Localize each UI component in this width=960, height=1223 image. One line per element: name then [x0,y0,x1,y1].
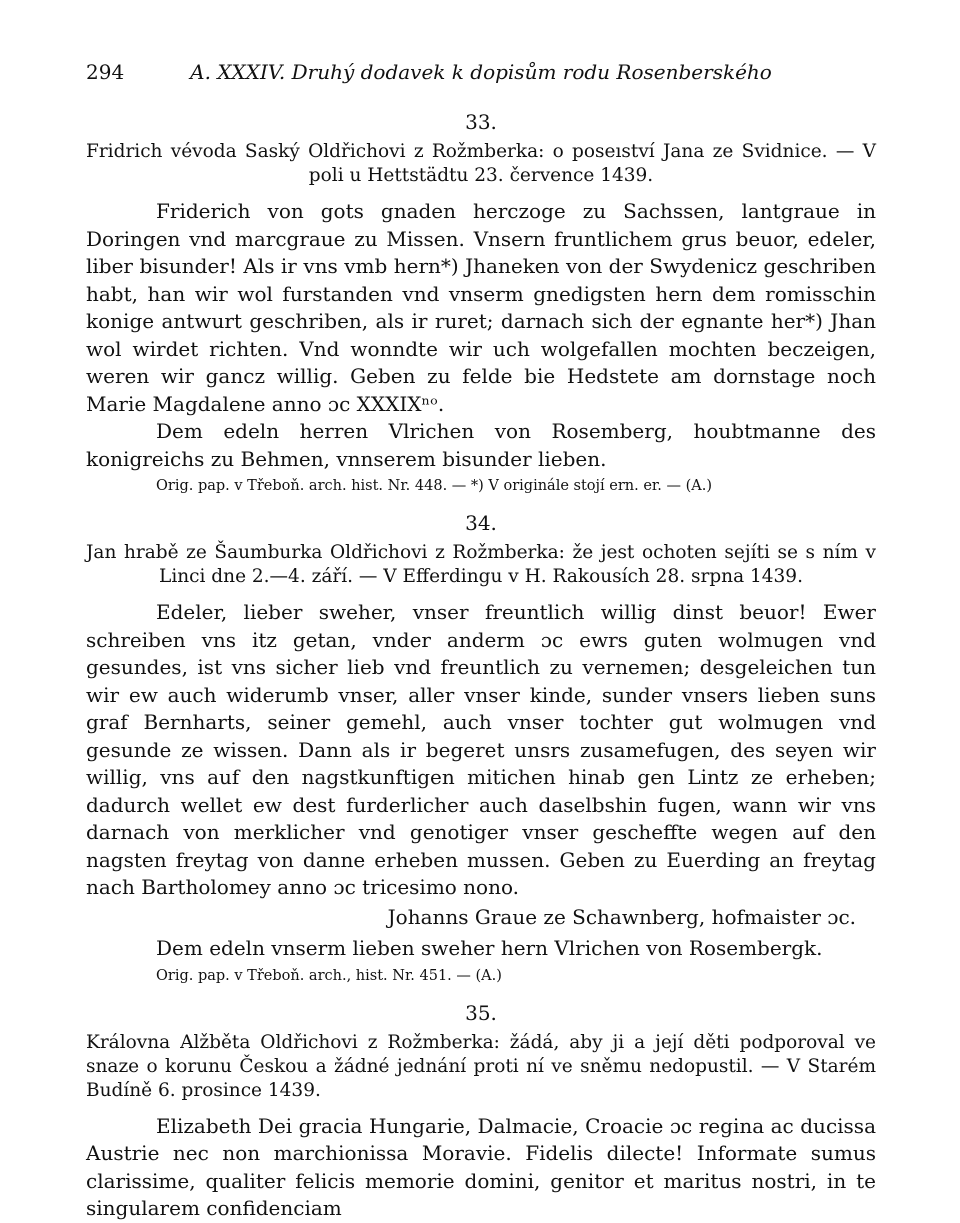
source-note: Orig. pap. v Třeboň. arch. hist. Nr. 448. — *) V originále stojí ern. er. — (A.) [156,478,712,494]
document-paragraph: Edeler, lieber sweher, vnser freuntlich willig dinst beuor! Ewer schreiben vns itz getan, vnder anderm ɔc ewrs guten wolmugen vnd gesundes, ist vns sicher lieb vnd freuntlich zu vernemen; desgeleichen tun wir ew auch widerumb vnser, aller vnser kinde, sunder vnsers lieben suns graf Bernharts, seiner gemehl, auch vnser tochter gut wolmugen vnd gesunde ze wissen. Dann als ir begeret unsrs zusamefugen, des seyen wir willig, vns auf den nagstkunftigen mitichen hinab gen Lintz ze erheben; dadurch wellet ew dest furderlicher auch daselbshin fugen, wann wir vns darnach von merklicher vnd genotiger vnser gescheffte wegen auf den nagsten freytag von danne erheben mussen. Geben zu Euerding an freytag nach Bartholomey anno ɔc tricesimo nono. [86,600,876,899]
document-summary: Fridrich vévoda Saský Oldřichovi z Rožmberka: o poseıství Jana ze Svidnice. — V poli u Hettstädtu 23. července 1439. [86,141,876,186]
source-note: Orig. pap. v Třeboň. arch., hist. Nr. 451. — (A.) [156,967,502,984]
running-title: A. XXXIV. Druhý dodavek k dopisům rodu Rosenberského [190,60,772,84]
page-body [86,110,876,1223]
document-number: 35. [465,1000,497,1025]
document-34 [86,511,876,987]
document-address: Dem edeln vnserm lieben sweher hern Vlrichen von Rosembergk. [156,936,823,960]
document-address: Dem edeln herren Vlrichen von Rosemberg, houbtmanne des konigreichs zu Behmen, vnnserem bisunder lieben. [86,419,876,471]
document-summary: Jan hrabě ze Šaumburka Oldřichovi z Rožmberka: že jest ochoten sejíti se s ním v Linci dne 2.—4. září. — V Efferdingu v H. Rakousích 28. srpna 1439. [86,542,876,587]
signature: Johanns Graue ze Schawnberg, hofmaister ɔc. [387,904,856,929]
document-number: 34. [465,511,497,535]
document-summary: Královna Alžběta Oldřichovi z Rožmberka: žádá, aby ji a její děti podporoval ve snaze o korunu Českou a žádné jednání proti ní ve sněmu nedopustil. — V Starém Budíně 6. prosince 1439. [86,1031,876,1101]
document-35 [86,1001,876,1223]
page-header [86,60,876,90]
page-number: 294 [86,60,125,84]
document-paragraph: Elizabeth Dei gracia Hungarie, Dalmacie, Croacie ɔc regina ac ducissa Austrie nec non marchionissa Moravie. Fidelis dilecte! Informate sumus clarissime, qualiter felicis memorie domini, genitor et maritus nostri, in te singularem confidenciam [86,1113,876,1220]
document-number: 33. [465,110,497,134]
document-paragraph: Friderich von gots gnaden herczoge zu Sachssen, lantgraue in Doringen vnd marcgraue zu Missen. Vnsern fruntlichem grus beuor, edeler, liber bisunder! Als ir vns vmb hern*) Jhaneken von der Swydenicz geschriben habt, han wir wol furstanden vnd vnserm gnedigsten hern dem romisschin konige antwurt geschriben, als ir ruret; darnach sich der egnante her*) Jhan wol wirdet richten. Vnd wonndte wir uch wolgefallen mochten beczeigen, weren wir gancz willig. Geben zu felde bie Hedstete am dornstage noch Marie Magdalene anno ɔc XXXIXⁿᵒ. [86,199,876,416]
document-33 [86,110,876,497]
